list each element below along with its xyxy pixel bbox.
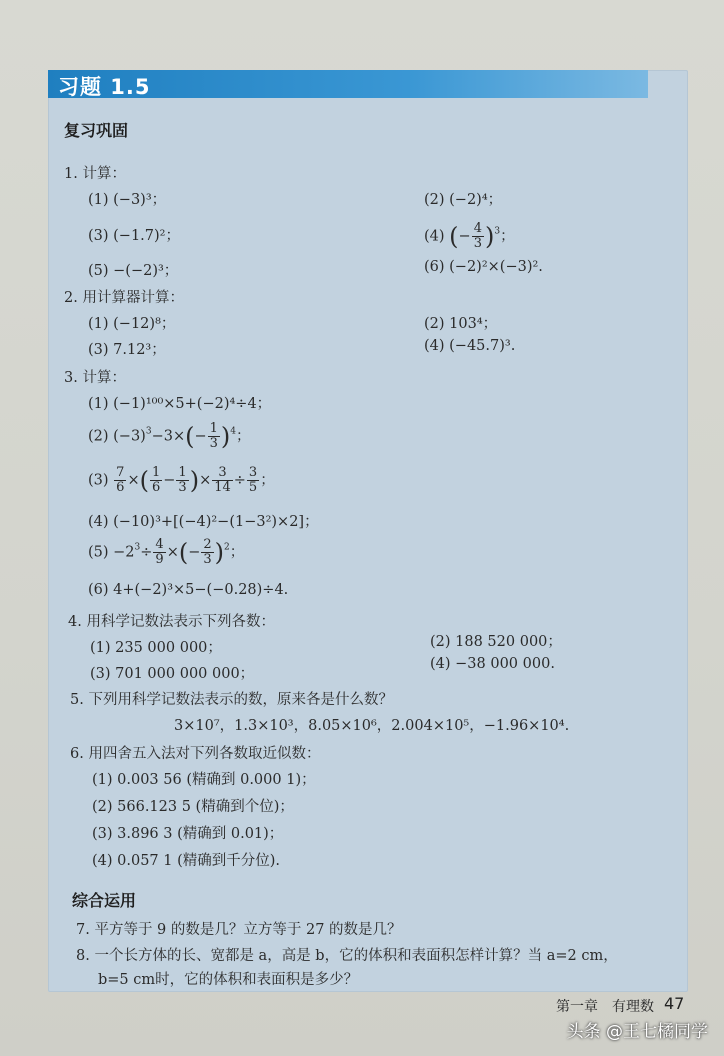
q3-item2: (2) $(-3)^3-3\times(-$ $\frac{1}{3}$ )$^4$； [88, 421, 251, 451]
page-number: 47 [664, 994, 685, 1013]
q2-item1: (1) (−12)⁸； [88, 316, 176, 332]
exercise-header [48, 70, 648, 98]
q1-item2: (2) (−2)⁴； [424, 192, 503, 208]
chapter-footer: 第一章 有理数 [556, 999, 654, 1015]
q6-stem: 6. 用四舍五入法对下列各数取近似数： [70, 746, 321, 762]
q5-numbers: 3×10⁷，1.3×10³，8.05×10⁶，2.004×10⁵，−1.96×10⁴. [174, 718, 570, 734]
q1-item6: (6) (−2)²×(−3)². [424, 259, 543, 275]
q2-item4: (4) (−45.7)³. [424, 338, 516, 354]
q3-item4: (4) (−10)³+[(−4)²−(1−3²)×2]； [88, 514, 319, 530]
q6-item1: (1) 0.003 56 (精确到 0.000 1)； [92, 772, 316, 788]
q8-line2: b=5 cm时，它的体积和表面积是多少？ [98, 972, 359, 988]
section-apply-title: 综合运用 [72, 891, 137, 910]
q2-stem: 2. 用计算器计算： [64, 290, 184, 306]
q3-item5: $(5) -2^3\div$ $\frac{4}{9}$ ×(− $\frac{2}{3}$ )$^2$； [88, 537, 245, 567]
q3-item1: (1) (−1)¹⁰⁰×5+(−2)⁴÷4； [88, 396, 272, 412]
q4-item1: (1) 235 000 000； [90, 640, 222, 656]
q1-item5: (5) −(−2)³； [88, 263, 179, 279]
section-review-title: 复习巩固 [64, 121, 129, 140]
exercise-title: 习题 1.5 [58, 75, 151, 99]
q8-line1: 8. 一个长方体的长、宽都是 a，高是 b，它的体积和表面积怎样计算？当 a=2 cm， [76, 948, 618, 964]
q6-item4: (4) 0.057 1 (精确到千分位). [92, 853, 281, 869]
q1-item1: (1) (−3)³； [88, 192, 167, 208]
q4-stem: 4. 用科学记数法表示下列各数： [68, 614, 275, 630]
q2-item3: (3) 7.12³； [88, 342, 166, 358]
q3-item3: (3) $\frac{7}{6}$ ×( $\frac{1}{6}$ − $\frac{1}{3}$ )× $\frac{3}{14}$ ÷ $\frac{3}{5}$ ； [88, 465, 275, 495]
q5-stem: 5. 下列用科学记数法表示的数，原来各是什么数？ [70, 692, 393, 708]
q4-item2: (2) 188 520 000； [430, 634, 562, 650]
q1-stem: 1. 计算： [64, 166, 126, 182]
q4-item3: (3) 701 000 000 000； [90, 666, 255, 682]
q3-item6: (6) 4+(−2)³×5−(−0.28)÷4. [88, 582, 289, 598]
q6-item2: (2) 566.123 5 (精确到个位)； [92, 799, 294, 815]
q7-text: 7. 平方等于 9 的数是几？立方等于 27 的数是几？ [76, 922, 402, 938]
q1-item3: (3) (−1.7)²； [88, 228, 180, 244]
q1-item4: (4) (− $\frac{4}{3}$ )$^3$； [424, 221, 515, 251]
q3-stem: 3. 计算： [64, 370, 126, 386]
q2-item2: (2) 103⁴； [424, 316, 498, 332]
q6-item3: (3) 3.896 3 (精确到 0.01)； [92, 826, 284, 842]
watermark: 头条 @王七橘同学 [566, 1022, 708, 1042]
q4-item4: (4) −38 000 000. [430, 656, 555, 672]
